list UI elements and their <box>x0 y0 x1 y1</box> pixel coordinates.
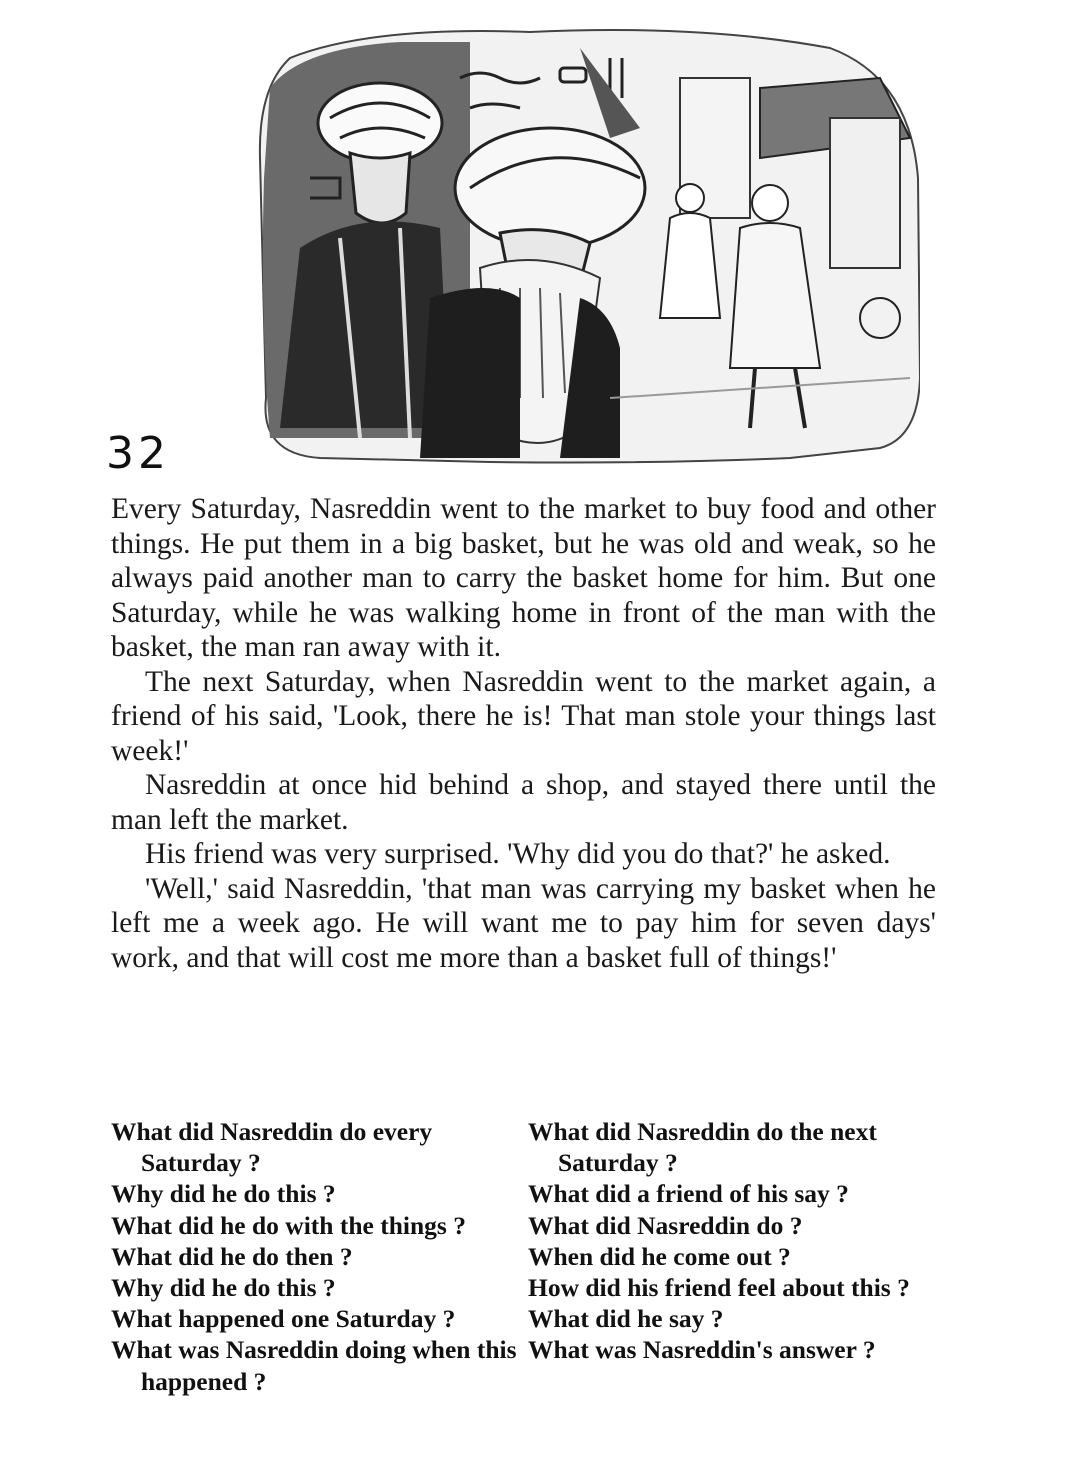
question-item: What did Nasreddin do every Saturday ? <box>111 1117 433 1178</box>
story-paragraph: Every Saturday, Nasreddin went to the market to buy food and other things. He put them in a big basket, but he was old and weak, so he always paid another man to carry the basket home for him. But one Saturday, while he was walking home in front of the man with the basket, the man ran away with it. <box>111 493 936 663</box>
question-item: What did he say ? <box>528 1304 724 1334</box>
questions-right-column <box>528 1116 938 1366</box>
question-item: What did Nasreddin do ? <box>528 1210 803 1240</box>
questions-left-column <box>111 1116 521 1397</box>
story-paragraph: 'Well,' said Nasreddin, 'that man was carrying my basket when he left me a week ago. He will want me to pay him for seven days' work, and that will cost me more than a basket full of things!' <box>111 872 936 974</box>
story-number: 32 <box>106 428 170 479</box>
question-item: What was Nasreddin doing when this happened ? <box>111 1335 517 1396</box>
question-item: Why did he do this ? <box>111 1179 336 1209</box>
question-item: When did he come out ? <box>528 1241 791 1271</box>
story-paragraph: Nasreddin at once hid behind a shop, and stayed there until the man left the market. <box>111 769 936 836</box>
story-paragraph: His friend was very surprised. 'Why did you do that?' he asked. <box>145 838 891 870</box>
story-paragraph: The next Saturday, when Nasreddin went to the market again, a friend of his said, 'Look, there he is! That man stole your things last week!' <box>111 665 936 767</box>
question-item: What did he do with the things ? <box>111 1210 466 1240</box>
question-item: What happened one Saturday ? <box>111 1304 456 1334</box>
question-item: What did a friend of his say ? <box>528 1179 849 1209</box>
question-item: What did Nasreddin do the next Saturday ? <box>528 1117 877 1178</box>
market-illustration <box>230 18 920 464</box>
question-item: What was Nasreddin's answer ? <box>528 1335 876 1365</box>
question-item: Why did he do this ? <box>111 1273 336 1303</box>
question-item: How did his friend feel about this ? <box>528 1273 910 1303</box>
story-text <box>111 492 936 975</box>
question-item: What did he do then ? <box>111 1241 353 1271</box>
